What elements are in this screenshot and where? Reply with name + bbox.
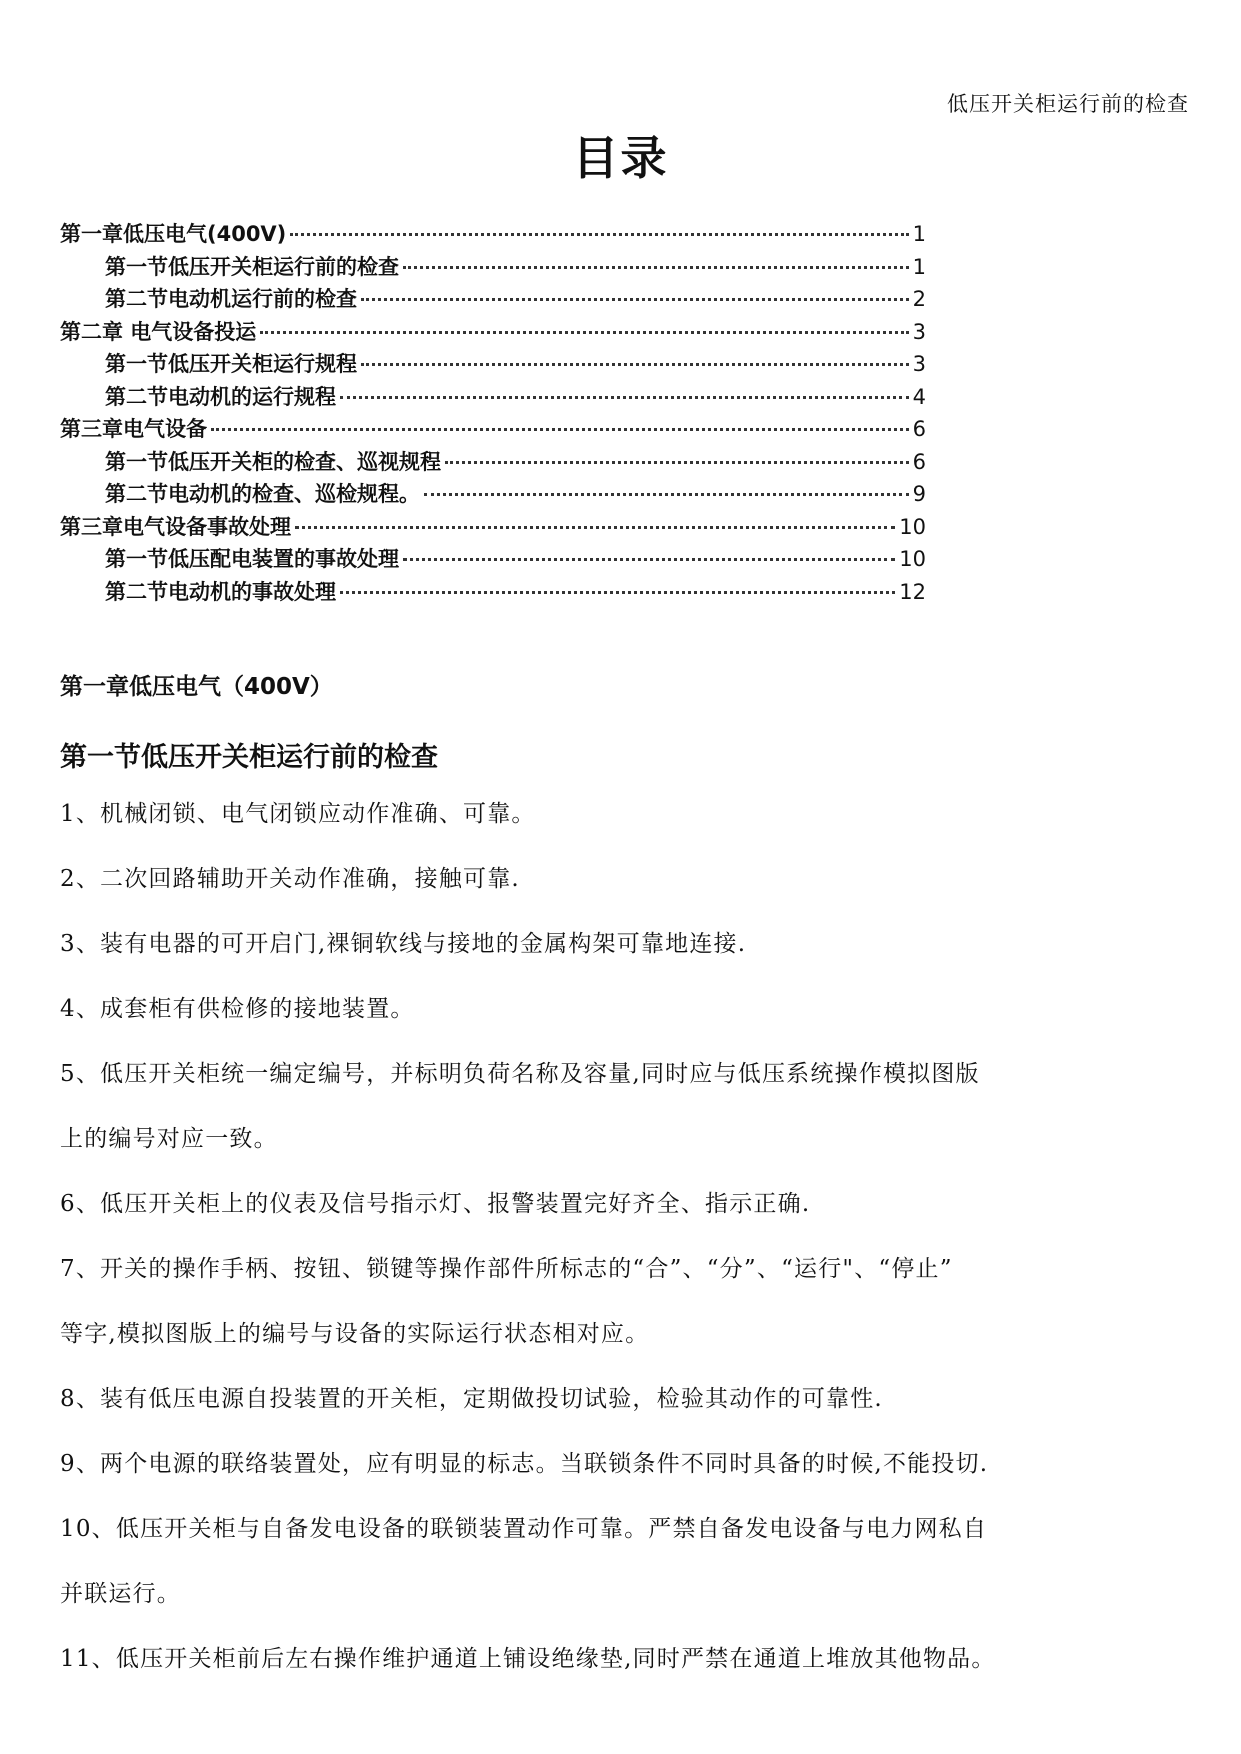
toc-leader-dots	[260, 331, 908, 334]
toc-entry-label: 第一节低压开关柜的检查、巡视规程	[105, 449, 441, 474]
body-line: 5、低压开关柜统一编定编号，并标明负荷名称及容量,同时应与低压系统操作模拟图版	[60, 1061, 980, 1087]
toc-entry-label: 第二节电动机的检查、巡检规程。	[105, 482, 420, 506]
toc-entry[interactable]	[60, 218, 926, 251]
toc-leader-dots	[403, 266, 909, 269]
toc-entry[interactable]	[60, 576, 926, 609]
toc-entry-label: 第二节电动机的事故处理	[105, 579, 336, 604]
table-of-contents	[60, 218, 926, 608]
body-text	[60, 798, 1170, 1708]
toc-leader-dots	[295, 526, 895, 529]
toc-entry-label: 第一节低压开关柜运行规程	[105, 352, 357, 376]
toc-entry-page: 6	[912, 417, 926, 441]
toc-entry-page: 9	[912, 482, 926, 506]
chapter-heading: 第一章低压电气（400V）	[60, 674, 333, 700]
toc-leader-dots	[403, 558, 895, 561]
body-line: 等字,模拟图版上的编号与设备的实际运行状态相对应。	[60, 1321, 650, 1347]
toc-entry[interactable]	[60, 446, 926, 479]
toc-entry-page: 1	[912, 254, 926, 279]
body-line: 11、低压开关柜前后左右操作维护通道上铺设绝缘垫,同时严禁在通道上堆放其他物品。	[60, 1646, 996, 1672]
body-line: 1、机械闭锁、电气闭锁应动作准确、可靠。	[60, 801, 536, 827]
body-line: 2、二次回路辅助开关动作准确，接触可靠.	[60, 866, 520, 892]
page-title: 目录	[572, 131, 669, 185]
toc-entry-label: 第一节低压开关柜运行前的检查	[105, 254, 399, 279]
body-line: 7、开关的操作手柄、按钮、锁键等操作部件所标志的“合”、“分”、“运行"、“停止”	[60, 1256, 953, 1282]
toc-entry-page: 2	[912, 287, 926, 311]
toc-entry-label: 第一章低压电气(400V)	[60, 222, 287, 246]
toc-entry-label: 第三章电气设备	[60, 417, 207, 441]
toc-entry[interactable]	[60, 348, 926, 381]
toc-leader-dots	[424, 493, 909, 496]
running-header: 低压开关柜运行前的检查	[947, 92, 1189, 116]
toc-leader-dots	[290, 233, 908, 236]
toc-leader-dots	[211, 428, 909, 431]
toc-entry-page: 3	[912, 352, 926, 376]
toc-entry-page: 10	[899, 514, 926, 539]
body-line: 6、低压开关柜上的仪表及信号指示灯、报警装置完好齐全、指示正确.	[60, 1191, 811, 1217]
toc-entry[interactable]	[60, 478, 926, 511]
toc-entry-label: 第一节低压配电装置的事故处理	[105, 547, 399, 571]
toc-leader-dots	[340, 591, 895, 594]
body-line: 4、成套柜有供检修的接地装置。	[60, 996, 415, 1022]
toc-entry[interactable]	[60, 543, 926, 576]
body-line: 上的编号对应一致。	[60, 1126, 278, 1152]
toc-entry-page: 6	[912, 449, 926, 474]
toc-leader-dots	[361, 363, 909, 366]
toc-entry-page: 12	[899, 579, 926, 604]
toc-leader-dots	[340, 396, 909, 399]
toc-entry-label: 第二节电动机的运行规程	[105, 384, 336, 409]
toc-entry-page: 3	[912, 319, 926, 344]
body-line: 3、装有电器的可开启门,裸铜软线与接地的金属构架可靠地连接.	[60, 931, 747, 957]
toc-entry[interactable]	[60, 381, 926, 414]
toc-leader-dots	[361, 298, 909, 301]
body-line: 并联运行。	[60, 1581, 181, 1607]
toc-entry[interactable]	[60, 316, 926, 349]
toc-entry-label: 第二节电动机运行前的检查	[105, 287, 357, 311]
toc-entry[interactable]	[60, 283, 926, 316]
toc-entry-label: 第三章电气设备事故处理	[60, 514, 291, 539]
toc-entry-label: 第二章 电气设备投运	[60, 319, 257, 344]
body-line: 9、两个电源的联络装置处，应有明显的标志。当联锁条件不同时具备的时候,不能投切.	[60, 1451, 989, 1477]
toc-entry-page: 10	[899, 547, 926, 571]
toc-entry[interactable]	[60, 511, 926, 544]
toc-entry[interactable]	[60, 251, 926, 284]
toc-leader-dots	[445, 461, 909, 464]
toc-entry-page: 4	[912, 384, 926, 409]
body-line: 10、低压开关柜与自备发电设备的联锁装置动作可靠。严禁自备发电设备与电力网私自	[60, 1516, 988, 1542]
toc-entry-page: 1	[912, 222, 926, 246]
body-line: 8、装有低压电源自投装置的开关柜，定期做投切试验，检验其动作的可靠性.	[60, 1386, 883, 1412]
section-heading: 第一节低压开关柜运行前的检查	[60, 742, 438, 773]
toc-entry[interactable]	[60, 413, 926, 446]
